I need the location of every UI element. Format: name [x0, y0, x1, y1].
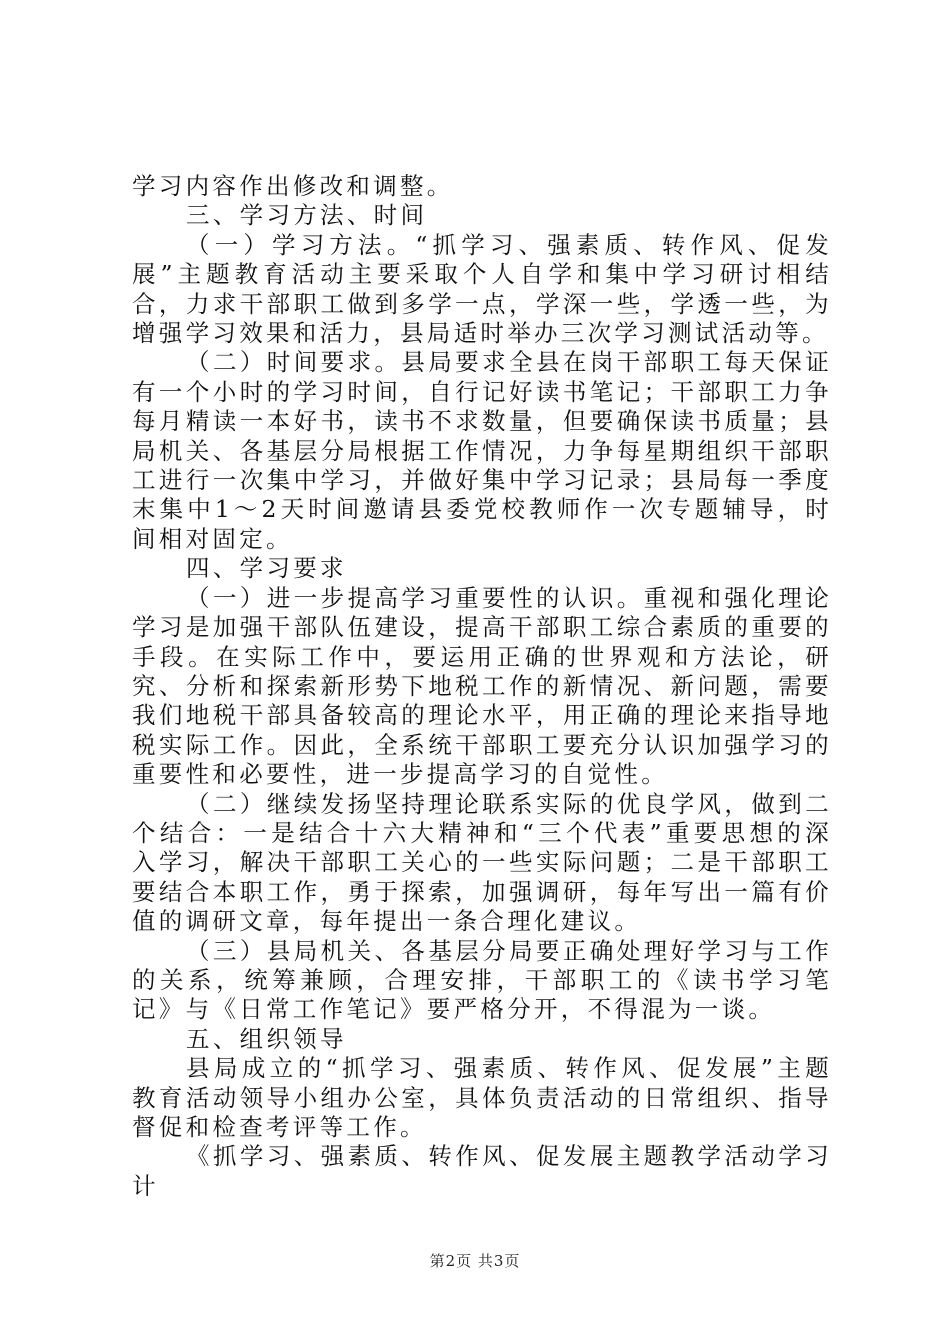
section-heading-methods-time: 三、学习方法、时间	[186, 201, 428, 230]
paragraph-requirement-one: （一）进一步提高学习重要性的认识。重视和强化理论学习是加强干部队伍建设，提高干部职工综合素质的重要的手段。在实际工作中，要运用正确的世界观和方法论，研究、分析和探索新形势下地税工作的新情况、新问题，需要我们地税干部具备较高的理论水平，用正确的理论来指导地税实际工作。因此，全系统干部职工要充分认识加强学习的重要性和必要性，进一步提高学习的自觉性。	[132, 583, 832, 789]
section-heading-organization: 五、组织领导	[186, 1024, 347, 1053]
paragraph-requirement-two: （二）继续发扬坚持理论联系实际的优良学风，做到二个结合：一是结合十六大精神和“三个代表”重要思想的深入学习，解决干部职工关心的一些实际问题；二是干部职工要结合本职工作，勇于探索，加强调研，每年写出一篇有价值的调研文章，每年提出一条合理化建议。	[132, 789, 832, 936]
paragraph-requirement-three: （三）县局机关、各基层分局要正确处理好学习与工作的关系，统筹兼顾，合理安排，干部职工的《读书学习笔记》与《日常工作笔记》要严格分开，不得混为一谈。	[132, 936, 832, 1024]
paragraph-organization: 县局成立的“抓学习、强素质、转作风、促发展”主题教育活动领导小组办公室，具体负责活动的日常组织、指导督促和检查考评等工作。	[132, 1054, 832, 1141]
paragraph-plan-title-fragment: 《抓学习、强素质、转作风、促发展主题教学活动学习计	[132, 1142, 832, 1200]
paragraph-time-requirement: （二）时间要求。县局要求全县在岗干部职工每天保证有一个小时的学习时间，自行记好读书笔记；干部职工力争每月精读一本好书，读书不求数量，但要确保读书质量；县局机关、各基层分局根据工作情况，力争每星期组织干部职工进行一次集中学习，并做好集中学习记录；县局每一季度末集中1～2天时间邀请县委党校教师作一次专题辅导，时间相对固定。	[132, 348, 832, 553]
document-page	[132, 172, 832, 1201]
paragraph-study-method: （一）学习方法。“抓学习、强素质、转作风、促发展”主题教育活动主要采取个人自学和集中学习研讨相结合，力求干部职工做到多学一点，学深一些，学透一些，为增强学习效果和活力，县局适时举办三次学习测试活动等。	[132, 230, 832, 348]
section-heading-study-requirements: 四、学习要求	[186, 554, 347, 583]
paragraph-continuation: 学习内容作出修改和调整。	[132, 172, 454, 200]
page-number-footer: 第2页 共3页	[429, 1252, 521, 1270]
